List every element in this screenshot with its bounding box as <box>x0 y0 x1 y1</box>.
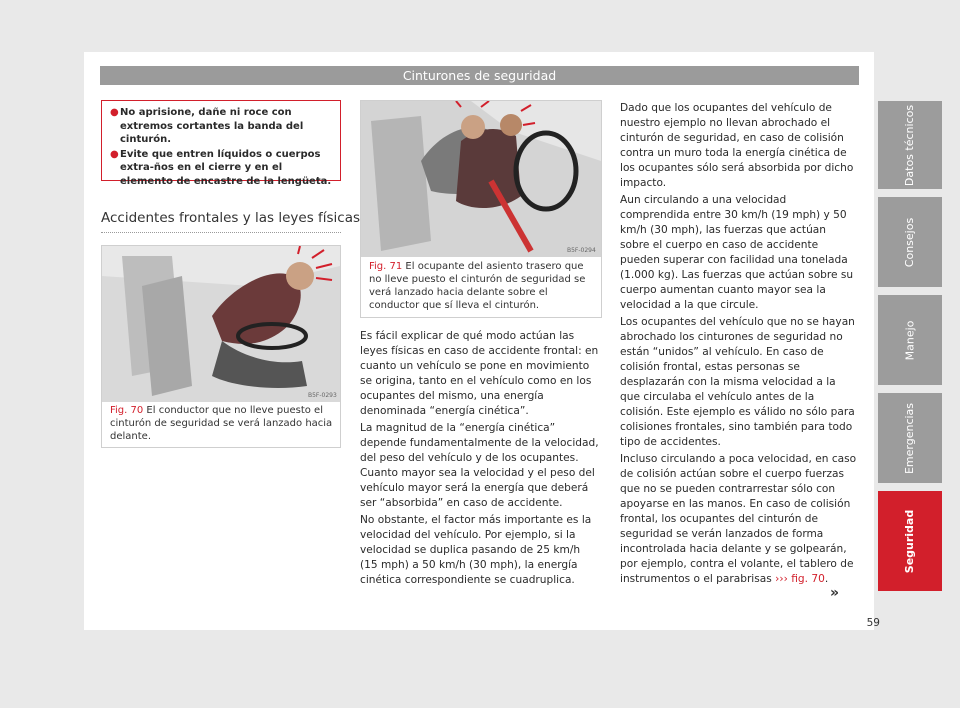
figure-71 <box>360 100 602 318</box>
paragraph <box>620 452 858 587</box>
illustration-driver-thrown-forward <box>102 246 340 402</box>
paragraph: Dado que los ocupantes del vehículo de nuestro ejemplo no llevan abrochado el cinturón de seguridad, en caso de colisión contra un muro toda la energía cinética de los ocupantes sólo será absorbida por dicho impacto. <box>620 102 854 189</box>
paragraph: Es fácil explicar de qué modo actúan las leyes físicas en caso de accidente frontal: en cuanto un vehículo se pone en movimiento se origina, tanto en el vehículo como en los ocupantes del mismo, una energía denominada “energía cinética”. <box>360 330 599 417</box>
tab-label: Emergencias <box>903 402 917 474</box>
section-divider <box>101 232 341 233</box>
figure-70 <box>101 245 341 448</box>
warning-item <box>110 148 332 189</box>
warning-box <box>101 100 341 187</box>
paragraph-text: Incluso circulando a poca velocidad, en caso de colisión actúan sobre el cuerpo fuerzas que no se pueden contrarrestar sólo con apoyarse en las manos. En caso de colisión frontal, los ocupantes del cinturón de seguridad se verán lanzados de forma incontrolada hacia delante y se golpearán, por ejemplo, contra el volante, el tablero de instrumentos o el parabrisas <box>620 453 857 585</box>
paragraph: Aun circulando a una velocidad comprendida entre 30 km/h (19 mph) y 50 km/h (30 mph), las fuerzas que actúan sobre el cuerpo en caso de accidente pueden superar con facilidad una tonelada (1.000 kg). Las fuerzas que actúan sobre su cuerpo aumentan cuanto mayor sea la velocidad a la que circule. <box>620 194 854 311</box>
figure-reference-text: fig. 70 <box>791 573 825 585</box>
continue-arrow-icon: » <box>830 585 840 601</box>
body-column-right <box>620 101 858 589</box>
page-number: 59 <box>866 617 880 629</box>
tab-emergencias[interactable] <box>878 393 942 483</box>
warning-item <box>110 106 332 147</box>
tab-datos-tecnicos[interactable] <box>878 101 942 189</box>
warning-text: Evite que entren líquidos o cuerpos extra-ños en el cierre y en el elemento de encastre de la lengüeta. <box>120 148 332 187</box>
bullet-icon: ● <box>110 148 119 160</box>
figure-caption <box>369 260 595 312</box>
tab-label: Consejos <box>903 217 917 267</box>
caption-text: El conductor que no lleve puesto el cinturón de seguridad se verá lanzado hacia delante. <box>110 405 333 442</box>
page-header <box>100 66 859 85</box>
figure-code: B5F-0293 <box>308 392 337 399</box>
tab-seguridad[interactable] <box>878 491 942 591</box>
tab-manejo[interactable] <box>878 295 942 385</box>
tab-label: Seguridad <box>903 509 917 573</box>
paragraph: Los ocupantes del vehículo que no se hayan abrochado los cinturones de seguridad no están “unidos” al vehículo. En caso de colisión frontal, estas personas se desplazarán con la misma velocidad a la que circulaba el vehículo antes de la colisión. Este ejemplo es válido no sólo para colisiones frontales, sino también para todo tipo de accidentes. <box>620 316 855 448</box>
figure-label: Fig. 70 <box>110 405 144 416</box>
tab-label: Datos técnicos <box>903 104 917 186</box>
warning-text: No aprisione, dañe ni roce con extremos cortantes la banda del cinturón. <box>120 107 304 145</box>
section-title: Accidentes frontales y las leyes físicas <box>101 210 361 226</box>
caption-text: El ocupante del asiento trasero que no lleve puesto el cinturón de seguridad se verá lanzado hacia delante sobre el conductor que sí lleva el cinturón. <box>369 261 586 311</box>
continue-arrow-icon: ››› <box>775 573 788 585</box>
body-column-middle <box>360 329 600 590</box>
figure-reference-link[interactable] <box>775 573 825 585</box>
tab-consejos[interactable] <box>878 197 942 287</box>
figure-label: Fig. 71 <box>369 261 403 272</box>
header-title: Cinturones de seguridad <box>402 68 557 83</box>
paragraph-end: . <box>824 573 829 585</box>
illustration-rear-passenger-thrown-forward <box>361 101 601 257</box>
paragraph: La magnitud de la “energía cinética” depende fundamentalmente de la velocidad, del peso del vehículo y de los ocupantes. Cuanto mayor sea la velocidad y el peso del vehículo mayor será la energía que deberá ser “absorbida” en caso de accidente. <box>360 422 599 509</box>
bullet-icon: ● <box>110 107 119 118</box>
paragraph: No obstante, el factor más importante es la velocidad del vehículo. Por ejemplo, si la velocidad se duplica pasando de 25 km/h (15 mph) a 50 km/h (30 mph), la energía cinética correspondiente se cuadruplica. <box>360 514 592 586</box>
figure-caption <box>110 404 334 443</box>
figure-code: B5F-0294 <box>567 247 596 254</box>
tab-label: Manejo <box>903 320 917 360</box>
